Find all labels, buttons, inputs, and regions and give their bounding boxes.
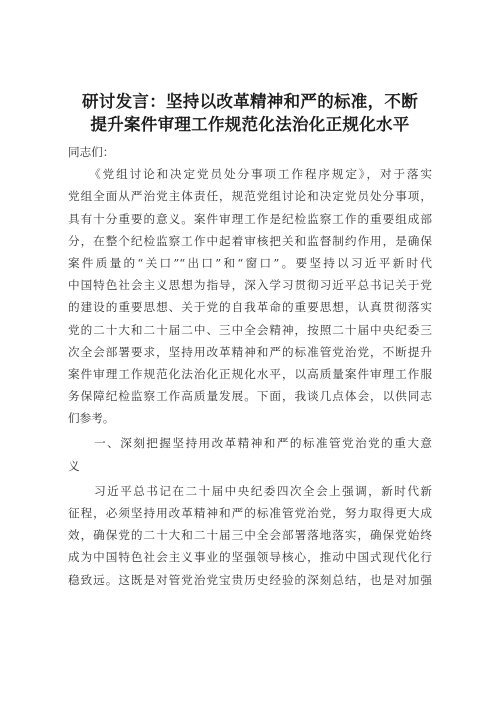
section-heading-1 xyxy=(68,432,432,476)
text-line: 次全会部署要求，坚持用改革精神和严的标准管党治党，不断提升 xyxy=(68,344,432,359)
text-line: 务保障纪检监察工作高质量发展。下面，我谈几点体会，以供同志 xyxy=(68,389,432,404)
text-line: 分，在整个纪检监察工作中起着审核把关和监督制约作用，是确保 xyxy=(68,233,432,248)
text-line: 具有十分重要的意义。案件审理工作是纪检监察工作的重要组成部 xyxy=(68,211,432,226)
text-line: 案件质量的“关口”“出口”和“窗口”。要坚持以习近平新时代 xyxy=(68,255,432,270)
text-line: 党组全面从严治党主体责任，规范党组讨论和决定党员处分事项， xyxy=(68,189,432,204)
title-line-2: 提升案件审理工作规范化法治化正规化水平 xyxy=(90,115,410,134)
document-title xyxy=(60,90,440,136)
document-body xyxy=(68,141,432,591)
text-line: 效，确保党的二十大和二十届三中全会部署落地落实，确保党始终 xyxy=(68,528,432,543)
title-line-1: 研讨发言：坚持以改革精神和严的标准，不断 xyxy=(82,92,418,111)
text-line: 习近平总书记在二十届中央纪委四次全会上强调，新时代新 xyxy=(68,483,432,498)
heading-line: 一、深刻把握坚持用改革精神和严的标准管党治党的重大意 xyxy=(68,436,432,451)
text-line: 党的二十大和二十届二中、三中全会精神，按照二十届中央纪委三 xyxy=(68,322,432,337)
text-line: 稳致远。这既是对管党治党宝贵历史经验的深刻总结，也是对加强 xyxy=(68,572,432,587)
salutation: 同志们： xyxy=(68,145,115,159)
text-line: 《党组讨论和决定党员处分事项工作程序规定》，对于落实 xyxy=(68,167,432,182)
text-line: 成为中国特色社会主义事业的坚强领导核心，推动中国式现代化行 xyxy=(68,550,432,565)
text-line: 中国特色社会主义思想为指导，深入学习贯彻习近平总书记关于党 xyxy=(68,278,432,293)
text-line: 们参考。 xyxy=(68,411,115,426)
text-line: 的建设的重要思想、关于党的自我革命的重要思想，认真贯彻落实 xyxy=(68,300,432,315)
text-line: 案件审理工作规范化法治化正规化水平，以高质量案件审理工作服 xyxy=(68,366,432,381)
paragraph-section-1 xyxy=(68,480,432,591)
heading-line: 义 xyxy=(68,458,80,473)
text-line: 征程，必须坚持用改革精神和严的标准管党治党，努力取得更大成 xyxy=(68,506,432,520)
paragraph-intro xyxy=(68,163,432,429)
